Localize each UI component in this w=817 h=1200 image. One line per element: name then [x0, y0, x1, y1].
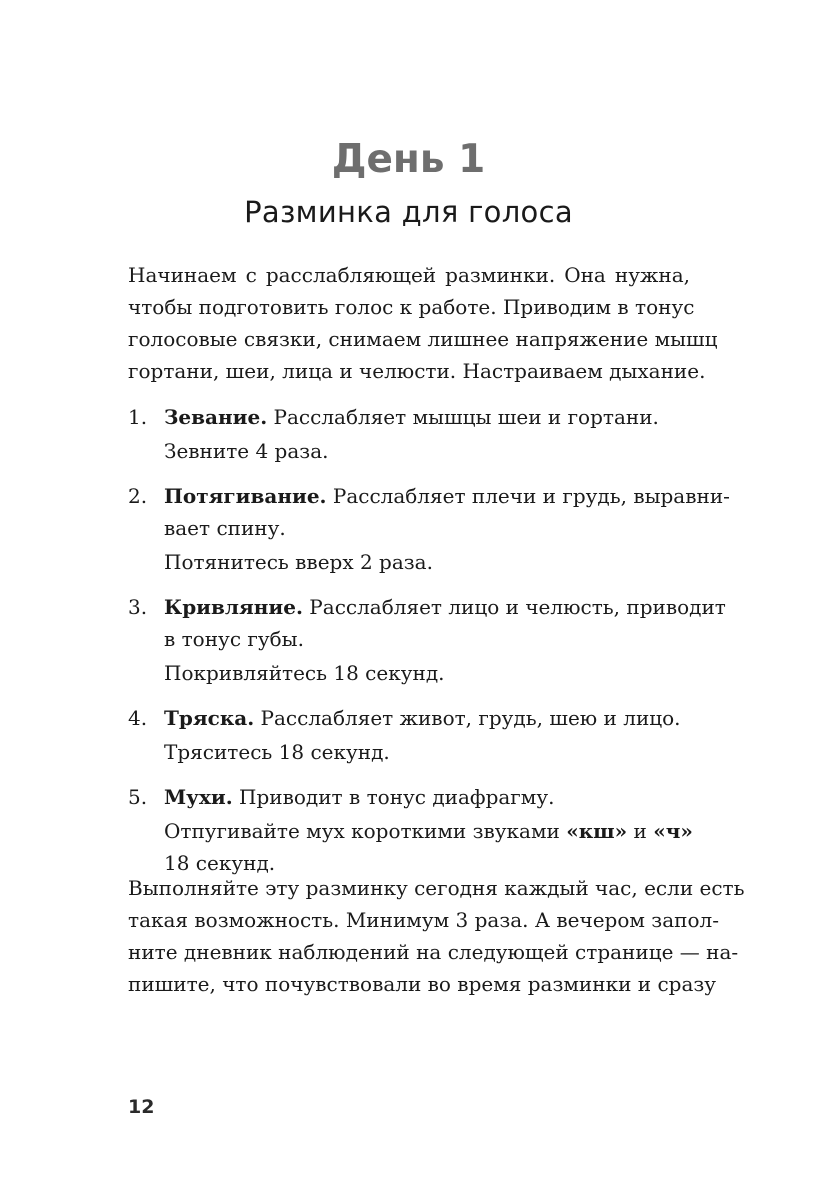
exercise-instruction: Покривляйтесь 18 секунд. — [164, 661, 445, 685]
text-line: голосовые связки, снимаем лишнее напряжение мышц — [128, 327, 718, 351]
item-number: 4. — [128, 706, 148, 730]
sound-ksh: «кш» — [566, 819, 628, 843]
chapter-day-title: День 1 — [331, 137, 486, 182]
exercise-item — [128, 702, 690, 768]
exercise-desc-text: Расслабляет мышцы шеи и гортани. — [267, 405, 659, 429]
exercise-description — [164, 480, 730, 512]
exercise-term: Кривляние. — [164, 595, 303, 619]
exercise-description — [164, 591, 726, 623]
outro-paragraph — [128, 872, 745, 1000]
exercise-desc-continuation: в тонус губы. — [164, 627, 304, 651]
item-number: 1. — [128, 405, 148, 429]
exercise-item — [128, 480, 730, 578]
item-number: 2. — [128, 484, 148, 508]
exercise-description — [164, 702, 690, 734]
text-line: ните дневник наблюдений на следующей странице — на- — [128, 940, 739, 964]
exercise-description — [164, 781, 690, 813]
instruction-text: и — [627, 819, 654, 843]
chapter-subtitle: Разминка для голоса — [244, 195, 573, 229]
exercise-list — [128, 401, 730, 892]
text-line: Начинаем с расслабляющей разминки. Она нужна, — [128, 263, 690, 287]
text-line: гортани, шеи, лица и челюсти. Настраиваем дыхание. — [128, 359, 706, 383]
exercise-term: Зевание. — [164, 405, 268, 429]
exercise-desc-continuation: вает спину. — [164, 516, 286, 540]
exercise-instruction: Потянитесь вверх 2 раза. — [164, 550, 433, 574]
exercise-desc-text: Приводит в тонус диафрагму. — [232, 785, 555, 809]
text-line: пишите, что почувствовали во время разминки и сразу — [128, 972, 717, 996]
instruction-text: Отпугивайте мух короткими звуками — [164, 819, 567, 843]
exercise-desc-text: Расслабляет плечи и грудь, выравни- — [326, 484, 730, 508]
exercise-instruction: Тряситесь 18 секунд. — [164, 740, 390, 764]
item-number: 3. — [128, 595, 148, 619]
instruction-line: 18 секунд. — [164, 851, 276, 875]
intro-paragraph — [128, 259, 718, 387]
text-line: чтобы подготовить голос к работе. Приводим в тонус — [128, 295, 695, 319]
sound-ch: «ч» — [653, 819, 693, 843]
exercise-term: Мухи. — [164, 785, 233, 809]
exercise-item — [128, 591, 726, 689]
instruction-line — [164, 815, 693, 847]
exercise-item — [128, 781, 693, 879]
item-number: 5. — [128, 785, 148, 809]
exercise-instruction — [164, 815, 693, 879]
exercise-desc-text: Расслабляет живот, грудь, шею и лицо. — [254, 706, 681, 730]
exercise-instruction: Зевните 4 раза. — [164, 439, 329, 463]
exercise-term: Тряска. — [164, 706, 255, 730]
exercise-term: Потягивание. — [164, 484, 327, 508]
exercise-desc-text: Расслабляет лицо и челюсть, приводит — [302, 595, 726, 619]
exercise-item — [128, 401, 690, 467]
exercise-description — [164, 401, 690, 433]
page-number: 12 — [128, 1096, 155, 1118]
text-line: такая возможность. Минимум 3 раза. А вечером запол- — [128, 908, 719, 932]
text-line: Выполняйте эту разминку сегодня каждый час, если есть — [128, 876, 745, 900]
